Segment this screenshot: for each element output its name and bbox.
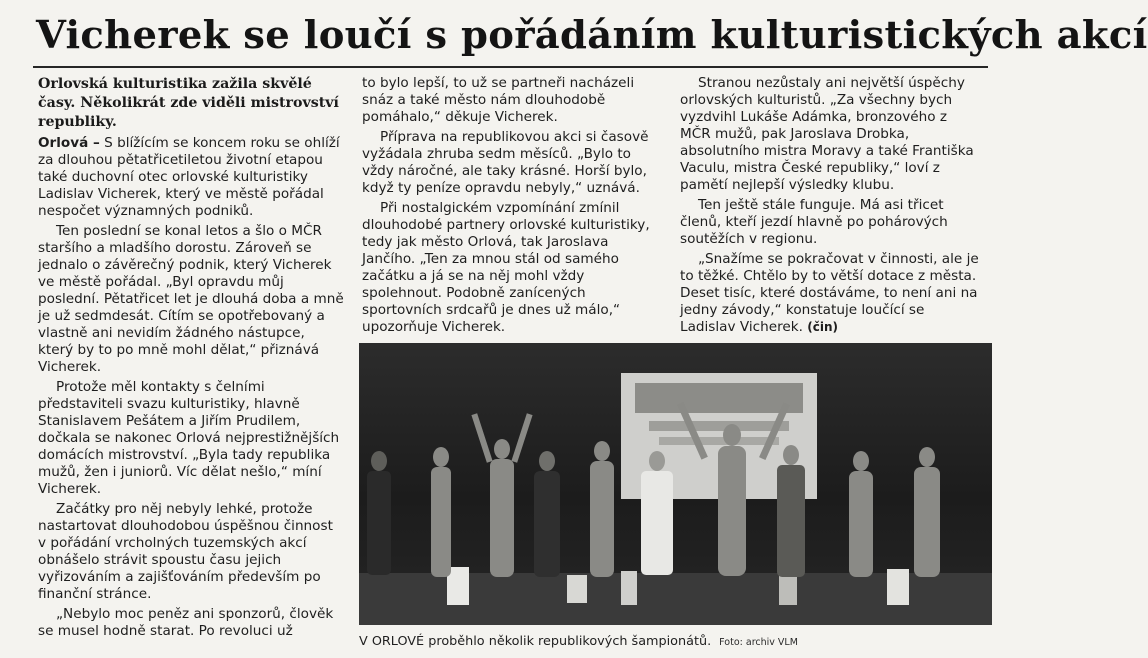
author-signoff: (čin) [807,320,839,334]
paragraph [38,135,344,220]
paragraph: to bylo lepší, to už se partneři nacházeli snáz a také město nám dlouhodobě pomáhalo,“ děkuje Vicherek. [362,75,635,125]
paragraph: Ten ještě stále funguje. Má asi třicet členů, kteří jezdí hlavně po pohárových soutěžích v regionu. [680,197,948,247]
paragraph-text: S blížícím se koncem roku se ohlíží za dlouhou pětatřicetiletou životní etapou také duchovní otec orlovské kulturistiky Ladislav Vicherek, který ve městě pořádal nespočet významných podniků. [38,135,340,219]
paragraph: Ten poslední se konal letos a šlo o MČR staršího a mladšího dorostu. Zároveň se jednalo o závěrečný podnik, který Vicherek ve městě pořádal. „Byl opravdu můj poslední. Pětatřicet let je dlouhá doba a mně je už sedmdesát. Cítím se opotřebovaný a vlastně ani nevidím žádného nástupce, který by to po mně mohl dělat,“ přiznává Vicherek. [38,223,344,375]
photo-caption [359,633,992,653]
paragraph: Při nostalgickém vzpomínání zmínil dlouhodobé partnery orlovské kulturistiky, tedy jak město Orlová, tak Jaroslava Jančího. „Ten za mnou stál od samého začátku a já se na něj mohl vždy spolehnout. Podobně zanícených sportovních srdcařů je dnes už málo,“ upozorňuje Vicherek. [362,200,650,335]
dateline-city: Orlová – [38,135,100,151]
paragraph: Stranou nezůstaly ani největší úspěchy orlovských kulturistů. „Za všechny bych vyzdvihl Lukáše Adámka, bronzového z MČR mužů, pak Jaroslava Drobka, absolutního mistra Moravy a také Františka Vaculu, mistra České republiky,“ loví z pamětí nejlepší výsledky klubu. [680,75,974,193]
headline-rule [33,66,988,68]
article-column-3 [680,75,982,336]
article-headline: Vicherek se loučí s pořádáním kulturistických akcí [36,13,1148,58]
paragraph: „Nebylo moc peněz ani sponzorů, člověk se musel hodně starat. Po revoluci už [38,606,334,639]
caption-text: V ORLOVÉ proběhlo několik republikových šampionátů. [359,634,712,649]
paragraph-text: „Snažíme se pokračovat v činnosti, ale je to těžké. Chtělo by to větší dotace z města. Deset tisíc, které dostáváme, to není ani na jedny závody,“ konstatuje loučící se Ladislav Vicherek. [680,251,979,335]
article-column-2 [362,75,662,336]
bodybuilders-on-stage-photo [359,343,992,625]
article-lead: Orlovská kulturistika zažila skvělé časy. Několikrát zde viděli mistrovství republiky. [38,76,339,130]
paragraph: Protože měl kontakty s čelními představiteli svazu kulturistiky, hlavně Stanislavem Pešátem a Jiřím Prudilem, dočkala se nakonec Orlová nejprestižnějších domácích mistrovství. „Byla tady republika mužů, žen i juniorů. Víc dělat nešlo,“ míní Vicherek. [38,379,340,497]
paragraph: Začátky pro něj nebyly lehké, protože nastartovat dlouhodobou úspěšnou činnost v pořádání vrcholných tuzemských akcí obnášelo strávit spoustu času jejich vyřizováním a zajišťováním především po finanční stránce. [38,501,333,602]
paragraph [680,251,982,336]
article-column-1 [38,75,344,640]
paragraph: Příprava na republikovou akci si časově vyžádala zhruba sedm měsíců. „Bylo to vždy náročné, ale taky krásné. Horší bylo, když ty peníze opravdu nebyly,“ uznává. [362,129,649,196]
article-photo [359,343,992,625]
photo-credit: Foto: archiv VLM [719,637,798,648]
